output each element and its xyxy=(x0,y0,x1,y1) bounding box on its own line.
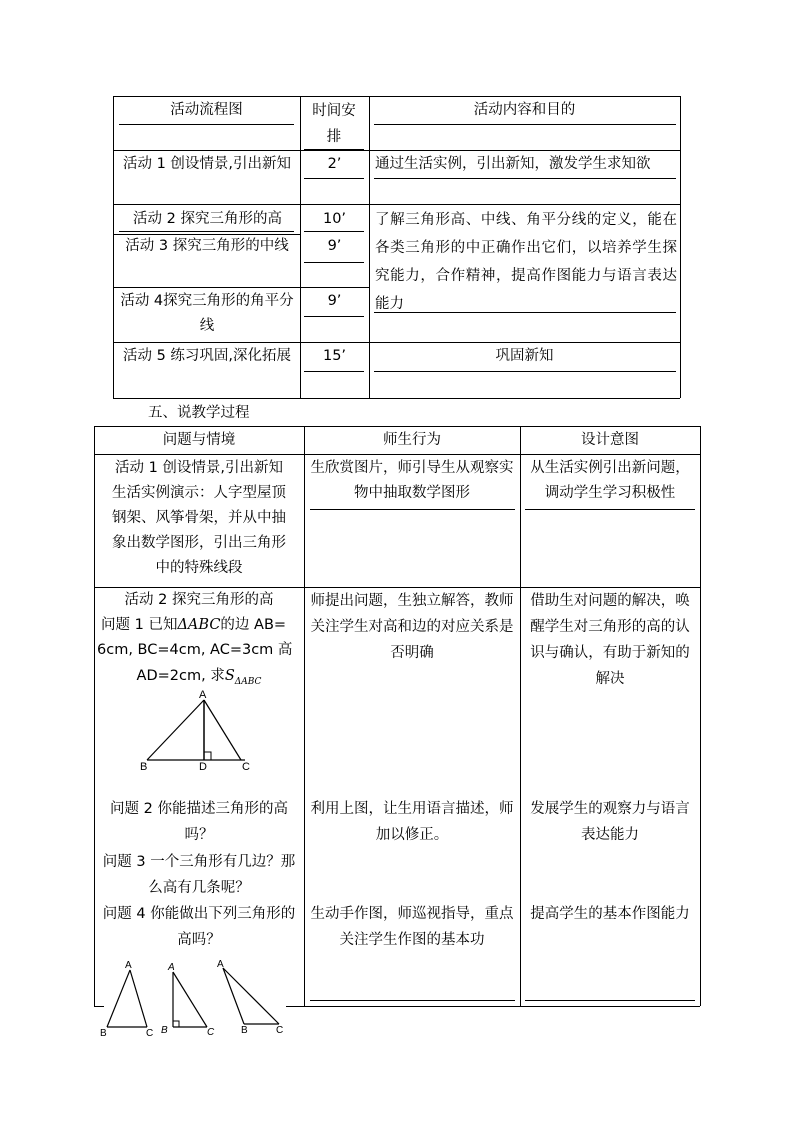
row2-q3: 问题 3 一个三角形有几边？那么高有几条呢？ xyxy=(102,854,296,896)
tri2-label-b: B xyxy=(161,1025,168,1036)
row1-situation-line2: 生活实例演示：人字型屋顶 xyxy=(112,485,286,501)
q1-area-subscript: ΔABC xyxy=(234,676,262,687)
table1-row3-flow: 活动 3 探究三角形的中线 xyxy=(125,238,289,254)
row1-situation-line3: 钢架、风筝骨架，并从中抽 xyxy=(112,510,286,526)
right-angle-mark xyxy=(204,752,211,760)
row2-intent4: 提高学生的基本作图能力 xyxy=(530,906,690,922)
table1-top-border xyxy=(113,96,680,97)
table1-merged-purpose: 了解三角形高、中线、角平分线的定义，能在各类三角形的中正确作出它们，以培养学生探究能力，合作精神，提高作图能力与语言表达能力 xyxy=(375,212,677,312)
table1-row5-time: 15’ xyxy=(322,348,347,364)
tri1-label-b: B xyxy=(100,1028,107,1038)
side-ab xyxy=(147,700,204,760)
row2-q4: 问题 4 你能做出下列三角形的高吗？ xyxy=(102,906,296,948)
row2-action1: 师提出问题，生独立解答，教师关注学生对高和边的对应关系是否明确 xyxy=(310,593,514,661)
row2-q2: 问题 2 你能描述三角形的高吗？ xyxy=(110,801,288,843)
tri3-label-a: A xyxy=(217,959,224,970)
tri1-label-c: C xyxy=(146,1028,154,1038)
row2-q1 xyxy=(101,613,301,638)
row2-intent2: 发展学生的观察力与语言表达能力 xyxy=(530,801,690,843)
table1-row2-time: 10’ xyxy=(322,211,347,227)
q1-area-symbol: S xyxy=(224,668,235,684)
label-d: D xyxy=(199,761,207,773)
tri3-label-c: C xyxy=(276,1025,284,1036)
tri2-label-a: A xyxy=(168,962,175,973)
side-ac xyxy=(204,700,241,760)
row1-situation xyxy=(97,456,301,581)
row2-q1-line2: 6cm, BC=4cm, AC=3cm 高 xyxy=(97,642,293,658)
row1-intent: 从生活实例引出新问题，调动学生学习积极性 xyxy=(530,460,690,501)
label-a: A xyxy=(199,689,207,701)
tri2-side-ac xyxy=(173,972,207,1027)
row1-situation-line1: 活动 1 创设情景,引出新知 xyxy=(114,460,284,476)
tri3-side-ab xyxy=(223,968,244,1024)
practice-triangles-figure xyxy=(95,958,290,1038)
row2-intent1: 借助生对问题的解决，唤醒学生对三角形的高的认识与确认，有助于新知的解决 xyxy=(530,593,690,687)
table1-row2-flow: 活动 2 探究三角形的高 xyxy=(133,211,282,227)
tri1-label-a: A xyxy=(125,960,132,971)
table1-header-time: 时间安排 xyxy=(312,103,356,145)
q1-suffix: 的边 AB= xyxy=(220,617,287,633)
q1-triangle-symbol: ΔABC xyxy=(177,617,221,633)
row2-title: 活动 2 探究三角形的高 xyxy=(124,592,274,608)
tri3-side-ac xyxy=(223,968,279,1024)
table1-row4-time: 9’ xyxy=(327,293,342,309)
table2-header-action: 师生行为 xyxy=(383,432,441,448)
q1-line3-text: AD=2cm, 求 xyxy=(136,668,225,684)
table1-row1-flow: 活动 1 创设情景,引出新知 xyxy=(122,156,292,172)
row2-action2: 利用上图，让生用语言描述，师加以修正。 xyxy=(310,801,514,843)
table1-right-border xyxy=(680,96,681,398)
table1-header-purpose: 活动内容和目的 xyxy=(473,102,576,118)
table1-row5-flow: 活动 5 练习巩固,深化拓展 xyxy=(122,348,292,364)
table1-row3-time: 9’ xyxy=(327,238,342,254)
tri1-side-ab xyxy=(107,970,130,1027)
tri2-label-c: C xyxy=(207,1027,215,1038)
label-c: C xyxy=(242,761,250,773)
label-b: B xyxy=(140,761,148,773)
row2-action4: 生动手作图，师巡视指导，重点关注学生作图的基本功 xyxy=(310,906,514,948)
table1-row5-purpose: 巩固新知 xyxy=(495,348,554,364)
row1-action: 生欣赏图片，师引导生从观察实物中抽取数学图形 xyxy=(310,460,514,501)
triangle-abc-figure xyxy=(135,688,260,774)
tri3-label-b: B xyxy=(241,1025,248,1036)
table2-header-situation: 问题与情境 xyxy=(162,432,236,448)
table2-header-intent: 设计意图 xyxy=(581,432,639,448)
row1-situation-line4: 象出数学图形，引出三角形 xyxy=(112,535,286,551)
table1-left-border xyxy=(113,96,114,398)
table1-row4-flow: 活动 4探究三角形的角平分线 xyxy=(120,293,294,334)
table1-bottom-border xyxy=(113,398,680,399)
table1-header-flow: 活动流程图 xyxy=(170,102,243,118)
row1-situation-line5: 中的特殊线段 xyxy=(155,560,243,576)
q1-prefix: 问题 1 已知 xyxy=(101,617,178,633)
table1-row1-time: 2’ xyxy=(327,156,342,172)
table1-row1-purpose: 通过生活实例，引出新知，激发学生求知欲 xyxy=(375,156,651,172)
section-title: 五、说教学过程 xyxy=(148,405,250,421)
tri1-side-ac xyxy=(130,970,147,1027)
tri2-right-angle-mark xyxy=(173,1021,179,1027)
